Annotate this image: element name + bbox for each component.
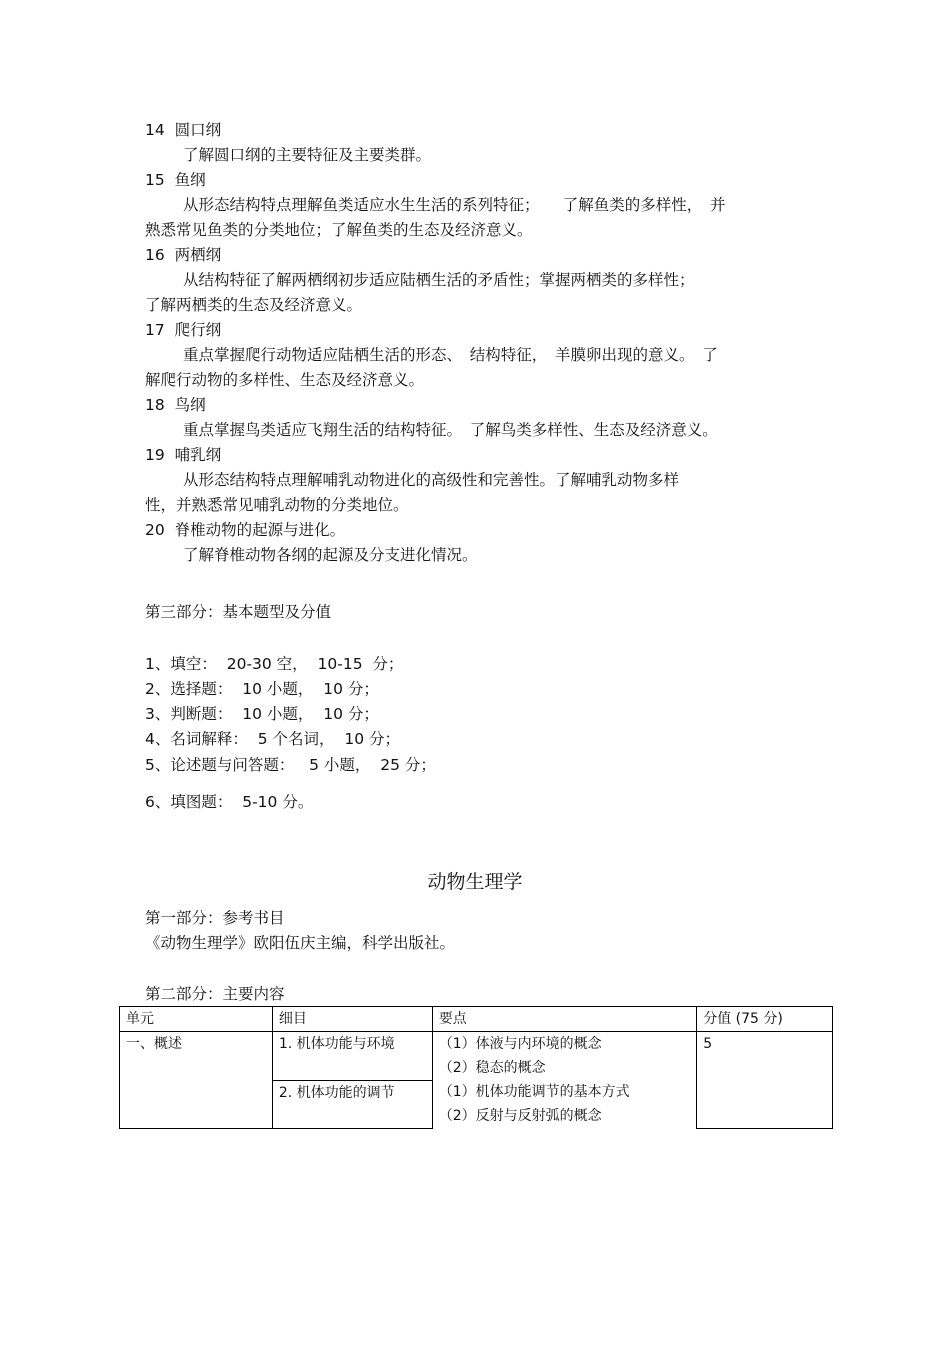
- section-18-text: 重点掌握鸟类适应飞翔生活的结构特征。 了解鸟类多样性、生态及经济意义。: [183, 421, 718, 439]
- header-score: 分值 (75 分): [697, 1007, 833, 1032]
- section-20-heading: 20 脊椎动物的起源与进化。: [145, 521, 346, 539]
- unit-label: 一、概述: [126, 1036, 182, 1052]
- section-15-heading: 15 鱼纲: [145, 171, 206, 189]
- section-18-heading: 18 鸟纲: [145, 396, 206, 414]
- question-type-2: 2、选择题： 10 小题， 10 分；: [145, 680, 379, 698]
- section-16-text-1: 从结构特征了解两栖纲初步适应陆栖生活的矛盾性；掌握两栖类的多样性；: [183, 271, 695, 289]
- question-type-1: 1、填空： 20-30 空， 10-15 分；: [145, 655, 404, 673]
- reference-book: 《动物生理学》欧阳伍庆主编，科学出版社。: [145, 934, 456, 952]
- point-text: （2）稳态的概念: [438, 1060, 546, 1076]
- points-cell: [432, 1080, 696, 1128]
- physiology-part2-heading: 第二部分：主要内容: [145, 985, 285, 1003]
- section-19-heading: 19 哺乳纲: [145, 446, 222, 464]
- header-unit: 单元: [120, 1007, 273, 1032]
- question-type-4: 4、名词解释： 5 个名词， 10 分；: [145, 730, 401, 748]
- score-cell: [697, 1032, 833, 1129]
- section-15-text-1: 从形态结构特点理解鱼类适应水生生活的系列特征； 了解鱼类的多样性， 并: [183, 196, 726, 214]
- item-label: 2. 机体功能的调节: [278, 1084, 395, 1101]
- point-text: （1）机体功能调节的基本方式: [438, 1084, 630, 1100]
- section-17-text-1: 重点掌握爬行动物适应陆栖生活的形态、 结构特征， 羊膜卵出现的意义。 了: [183, 346, 718, 364]
- section-19-text-1: 从形态结构特点理解哺乳动物进化的高级性和完善性。了解哺乳动物多样: [183, 471, 680, 489]
- section-17-text-2: 解爬行动物的多样性、生态及经济意义。: [145, 371, 425, 389]
- part3-heading: 第三部分：基本题型及分值: [145, 603, 332, 621]
- item-cell: [272, 1080, 432, 1128]
- score-value: 5: [703, 1036, 713, 1052]
- section-20-text: 了解脊椎动物各纲的起源及分支进化情况。: [183, 546, 478, 564]
- section-14-text: 了解圆口纲的主要特征及主要类群。: [183, 146, 432, 164]
- points-cell: [432, 1032, 696, 1081]
- unit-cell: [120, 1032, 273, 1129]
- section-17-heading: 17 爬行纲: [145, 321, 222, 339]
- question-type-3: 3、判断题： 10 小题， 10 分；: [145, 705, 379, 723]
- table-row: [120, 1032, 833, 1081]
- table-header-row: [120, 1007, 833, 1032]
- physiology-title: 动物生理学: [427, 871, 523, 893]
- item-cell: [272, 1032, 432, 1081]
- question-type-6: 6、填图题： 5-10 分。: [145, 793, 314, 811]
- point-text: （1）体液与内环境的概念: [438, 1036, 602, 1052]
- header-points: 要点: [432, 1007, 696, 1032]
- physiology-part1-heading: 第一部分：参考书目: [145, 909, 285, 927]
- point-text: （2）反射与反射弧的概念: [438, 1108, 602, 1124]
- section-19-text-2: 性，并熟悉常见哺乳动物的分类地位。: [145, 496, 409, 514]
- section-16-heading: 16 两栖纲: [145, 246, 222, 264]
- section-14-heading: 14 圆口纲: [145, 121, 222, 139]
- question-type-5: 5、论述题与问答题： 5 小题， 25 分；: [145, 756, 436, 774]
- section-16-text-2: 了解两栖类的生态及经济意义。: [145, 296, 363, 314]
- header-item: 细目: [272, 1007, 432, 1032]
- section-15-text-2: 熟悉常见鱼类的分类地位；了解鱼类的生态及经济意义。: [145, 221, 533, 239]
- content-table: [119, 1006, 833, 1129]
- item-label: 1. 机体功能与环境: [278, 1036, 395, 1052]
